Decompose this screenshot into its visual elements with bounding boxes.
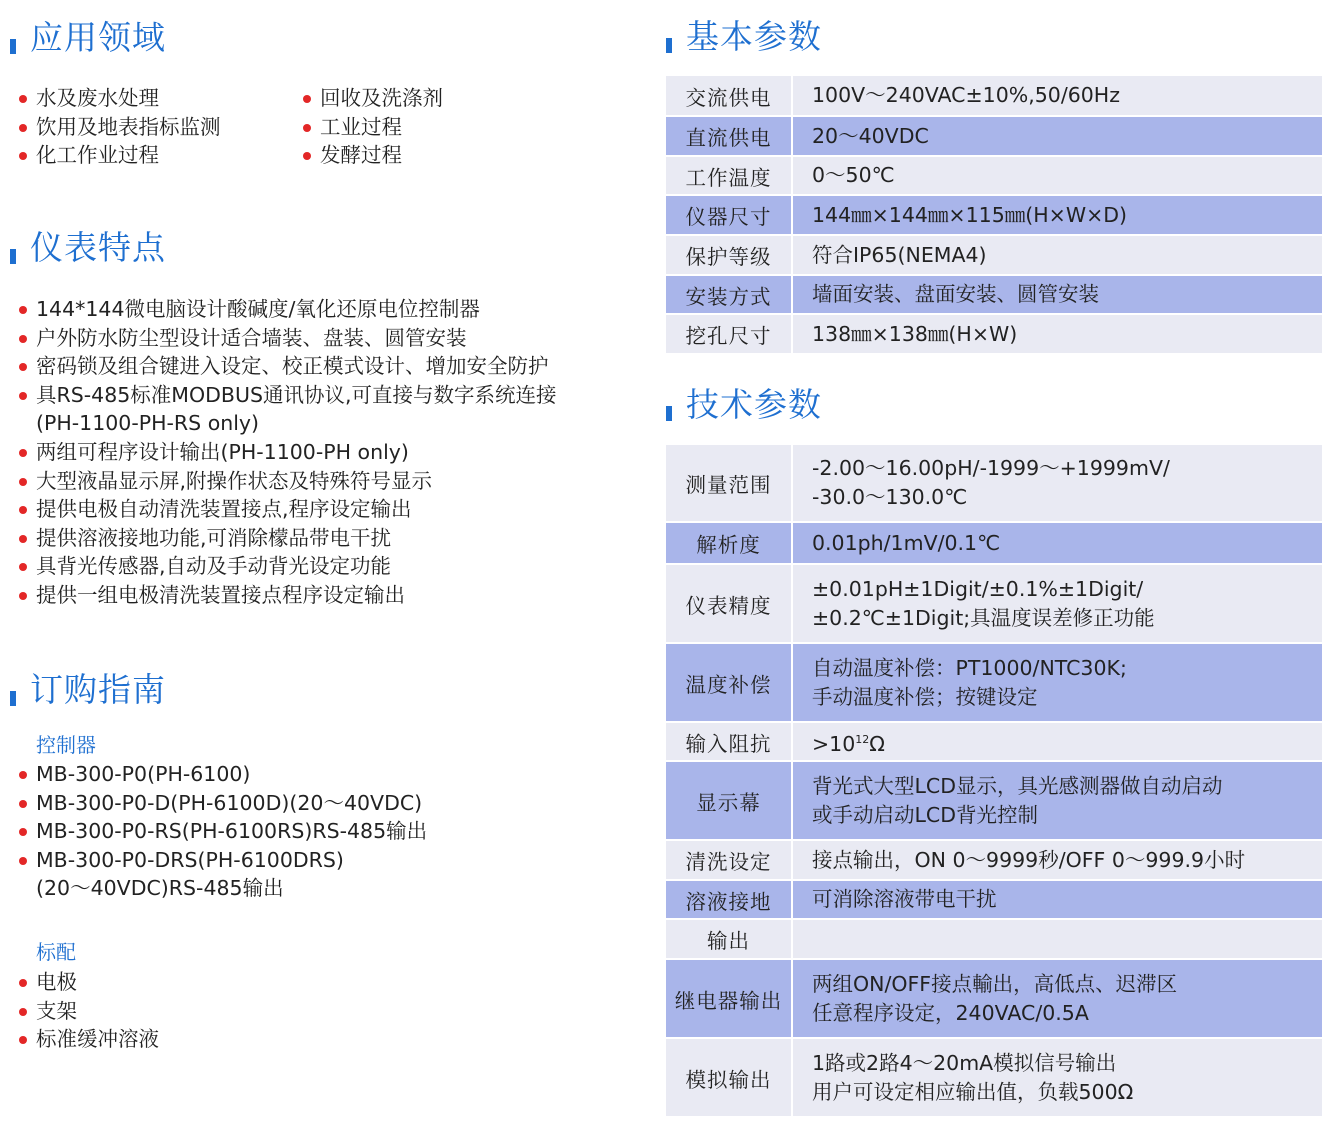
application-title: 应用领域 [30, 18, 166, 57]
list-item: 标准缓冲溶液 [19, 1025, 159, 1054]
list-item: MB-300-P0-RS(PH-6100RS)RS-485输出 [19, 817, 427, 846]
title-bar-marker [666, 38, 672, 53]
title-bar-marker [10, 39, 16, 54]
features-list [19, 295, 557, 610]
left-column [0, 0, 650, 1135]
bullet-icon [19, 152, 27, 160]
table-row: 继电器输出 两组ON/OFF接点輸出，高低点、迟滞区 任意程序设定，240VAC/0.5A [666, 959, 1322, 1038]
table-row: 工作温度 0～50℃ [666, 156, 1322, 195]
bullet-icon [19, 592, 27, 600]
list-item: 工业过程 [303, 113, 443, 142]
bullet-icon [19, 1008, 27, 1016]
bullet-icon [19, 392, 27, 400]
standard-list [19, 968, 159, 1054]
title-bar-marker [10, 691, 16, 706]
table-row: 仪表精度 ±0.01pH±1Digit/±0.1%±1Digit/ ±0.2℃±1Digit;具温度误差修正功能 [666, 564, 1322, 643]
table-row: 交流供电 100V～240VAC±10%,50/60Hz [666, 76, 1322, 116]
list-item: 密码锁及组合键进入设定、校正模式设计、增加安全防护 [19, 352, 557, 381]
bullet-icon [19, 124, 27, 132]
bullet-icon [19, 800, 27, 808]
table-row: 模拟输出 1路或2路4～20mA模拟信号输出 用户可设定相应输出值，负载500Ω [666, 1038, 1322, 1117]
list-item: MB-300-P0-DRS(PH-6100DRS) [19, 846, 427, 875]
ordering-section-title [10, 668, 166, 712]
bullet-icon [19, 335, 27, 343]
table-row: 测量范围 -2.00～16.00pH/-1999～+1999mV/ -30.0～130.0℃ [666, 445, 1322, 522]
table-row: 输入阻抗 $>10^{12}\Omega$ [666, 722, 1322, 761]
bullet-icon [19, 478, 27, 486]
table-row: 挖孔尺寸 138㎜×138㎜(H×W) [666, 314, 1322, 354]
bullet-icon [19, 363, 27, 371]
list-item: 提供溶液接地功能,可消除檬品带电干扰 [19, 524, 557, 553]
table-row: 解析度 0.01ph/1mV/0.1℃ [666, 522, 1322, 564]
table-row: 保护等级 符合IP65(NEMA4) [666, 235, 1322, 275]
bullet-icon [19, 449, 27, 457]
bullet-icon [19, 857, 27, 865]
list-item: 具RS-485标准MODBUS通讯协议,可直接与数字系统连接 [19, 381, 557, 410]
list-item: 化工作业过程 [19, 141, 221, 170]
controller-label: 控制器 [36, 733, 96, 757]
bullet-icon [19, 1036, 27, 1044]
list-item: 发酵过程 [303, 141, 443, 170]
list-item: 具背光传感器,自动及手动背光设定功能 [19, 552, 557, 581]
list-item: 提供一组电极清洗装置接点程序设定输出 [19, 581, 557, 610]
application-list-col1 [19, 84, 221, 170]
table-row: 溶液接地 可消除溶液带电干扰 [666, 880, 1322, 919]
list-item: 饮用及地表指标监测 [19, 113, 221, 142]
features-title: 仪表特点 [30, 228, 166, 267]
features-section-title [10, 226, 166, 270]
table-row: 显示幕 背光式大型LCD显示，具光感测器做自动启动 或手动启动LCD背光控制 [666, 761, 1322, 840]
bullet-icon [303, 95, 311, 103]
controller-list [19, 760, 427, 903]
bullet-icon [19, 563, 27, 571]
bullet-icon [19, 506, 27, 514]
list-item: MB-300-P0(PH-6100) [19, 760, 427, 789]
application-list-col2 [303, 84, 443, 170]
basic-title: 基本参数 [686, 17, 822, 56]
title-bar-marker [10, 249, 16, 264]
bullet-icon [19, 306, 27, 314]
basic-params-table [666, 76, 1322, 355]
list-item: 支架 [19, 997, 159, 1026]
table-row: 输出 [666, 919, 1322, 959]
application-section-title [10, 16, 166, 60]
list-item-continuation: (20～40VDC)RS-485输出 [36, 876, 284, 901]
technical-section-title [666, 383, 822, 427]
basic-section-title [666, 15, 822, 59]
list-item: MB-300-P0-D(PH-6100D)(20～40VDC) [19, 789, 427, 818]
right-column [666, 0, 1322, 1135]
bullet-icon [19, 95, 27, 103]
list-item: 两组可程序设计输出(PH-1100-PH only) [19, 438, 557, 467]
bullet-icon [19, 828, 27, 836]
list-item: 大型液晶显示屏,附操作状态及特殊符号显示 [19, 467, 557, 496]
list-item: 回收及洗涤剂 [303, 84, 443, 113]
table-row: 仪器尺寸 144㎜×144㎜×115㎜(H×W×D) [666, 195, 1322, 235]
bullet-icon [303, 124, 311, 132]
list-item: 提供电极自动清洗装置接点,程序设定输出 [19, 495, 557, 524]
table-row: 安装方式 墙面安装、盘面安装、圆管安装 [666, 275, 1322, 314]
bullet-icon [303, 152, 311, 160]
bullet-icon [19, 535, 27, 543]
bullet-icon [19, 979, 27, 987]
table-row: 温度补偿 自动温度补偿：PT1000/NTC30K; 手动温度补偿；按键设定 [666, 643, 1322, 722]
bullet-icon [19, 771, 27, 779]
ordering-title: 订购指南 [30, 670, 166, 709]
list-item: 水及废水处理 [19, 84, 221, 113]
table-row: 清洗设定 接点输出，ON 0～9999秒/OFF 0～999.9小时 [666, 840, 1322, 880]
list-item: 户外防水防尘型设计适合墙装、盘装、圆管安装 [19, 324, 557, 353]
table-row: 直流供电 20～40VDC [666, 116, 1322, 156]
list-item: 144*144微电脑设计酸碱度/氧化还原电位控制器 [19, 295, 557, 324]
standard-label: 标配 [36, 940, 76, 964]
technical-title: 技术参数 [686, 385, 822, 424]
title-bar-marker [666, 406, 672, 421]
technical-params-table [666, 445, 1322, 1118]
list-item: 电极 [19, 968, 159, 997]
list-item-continuation: (PH-1100-PH-RS only) [36, 411, 260, 436]
